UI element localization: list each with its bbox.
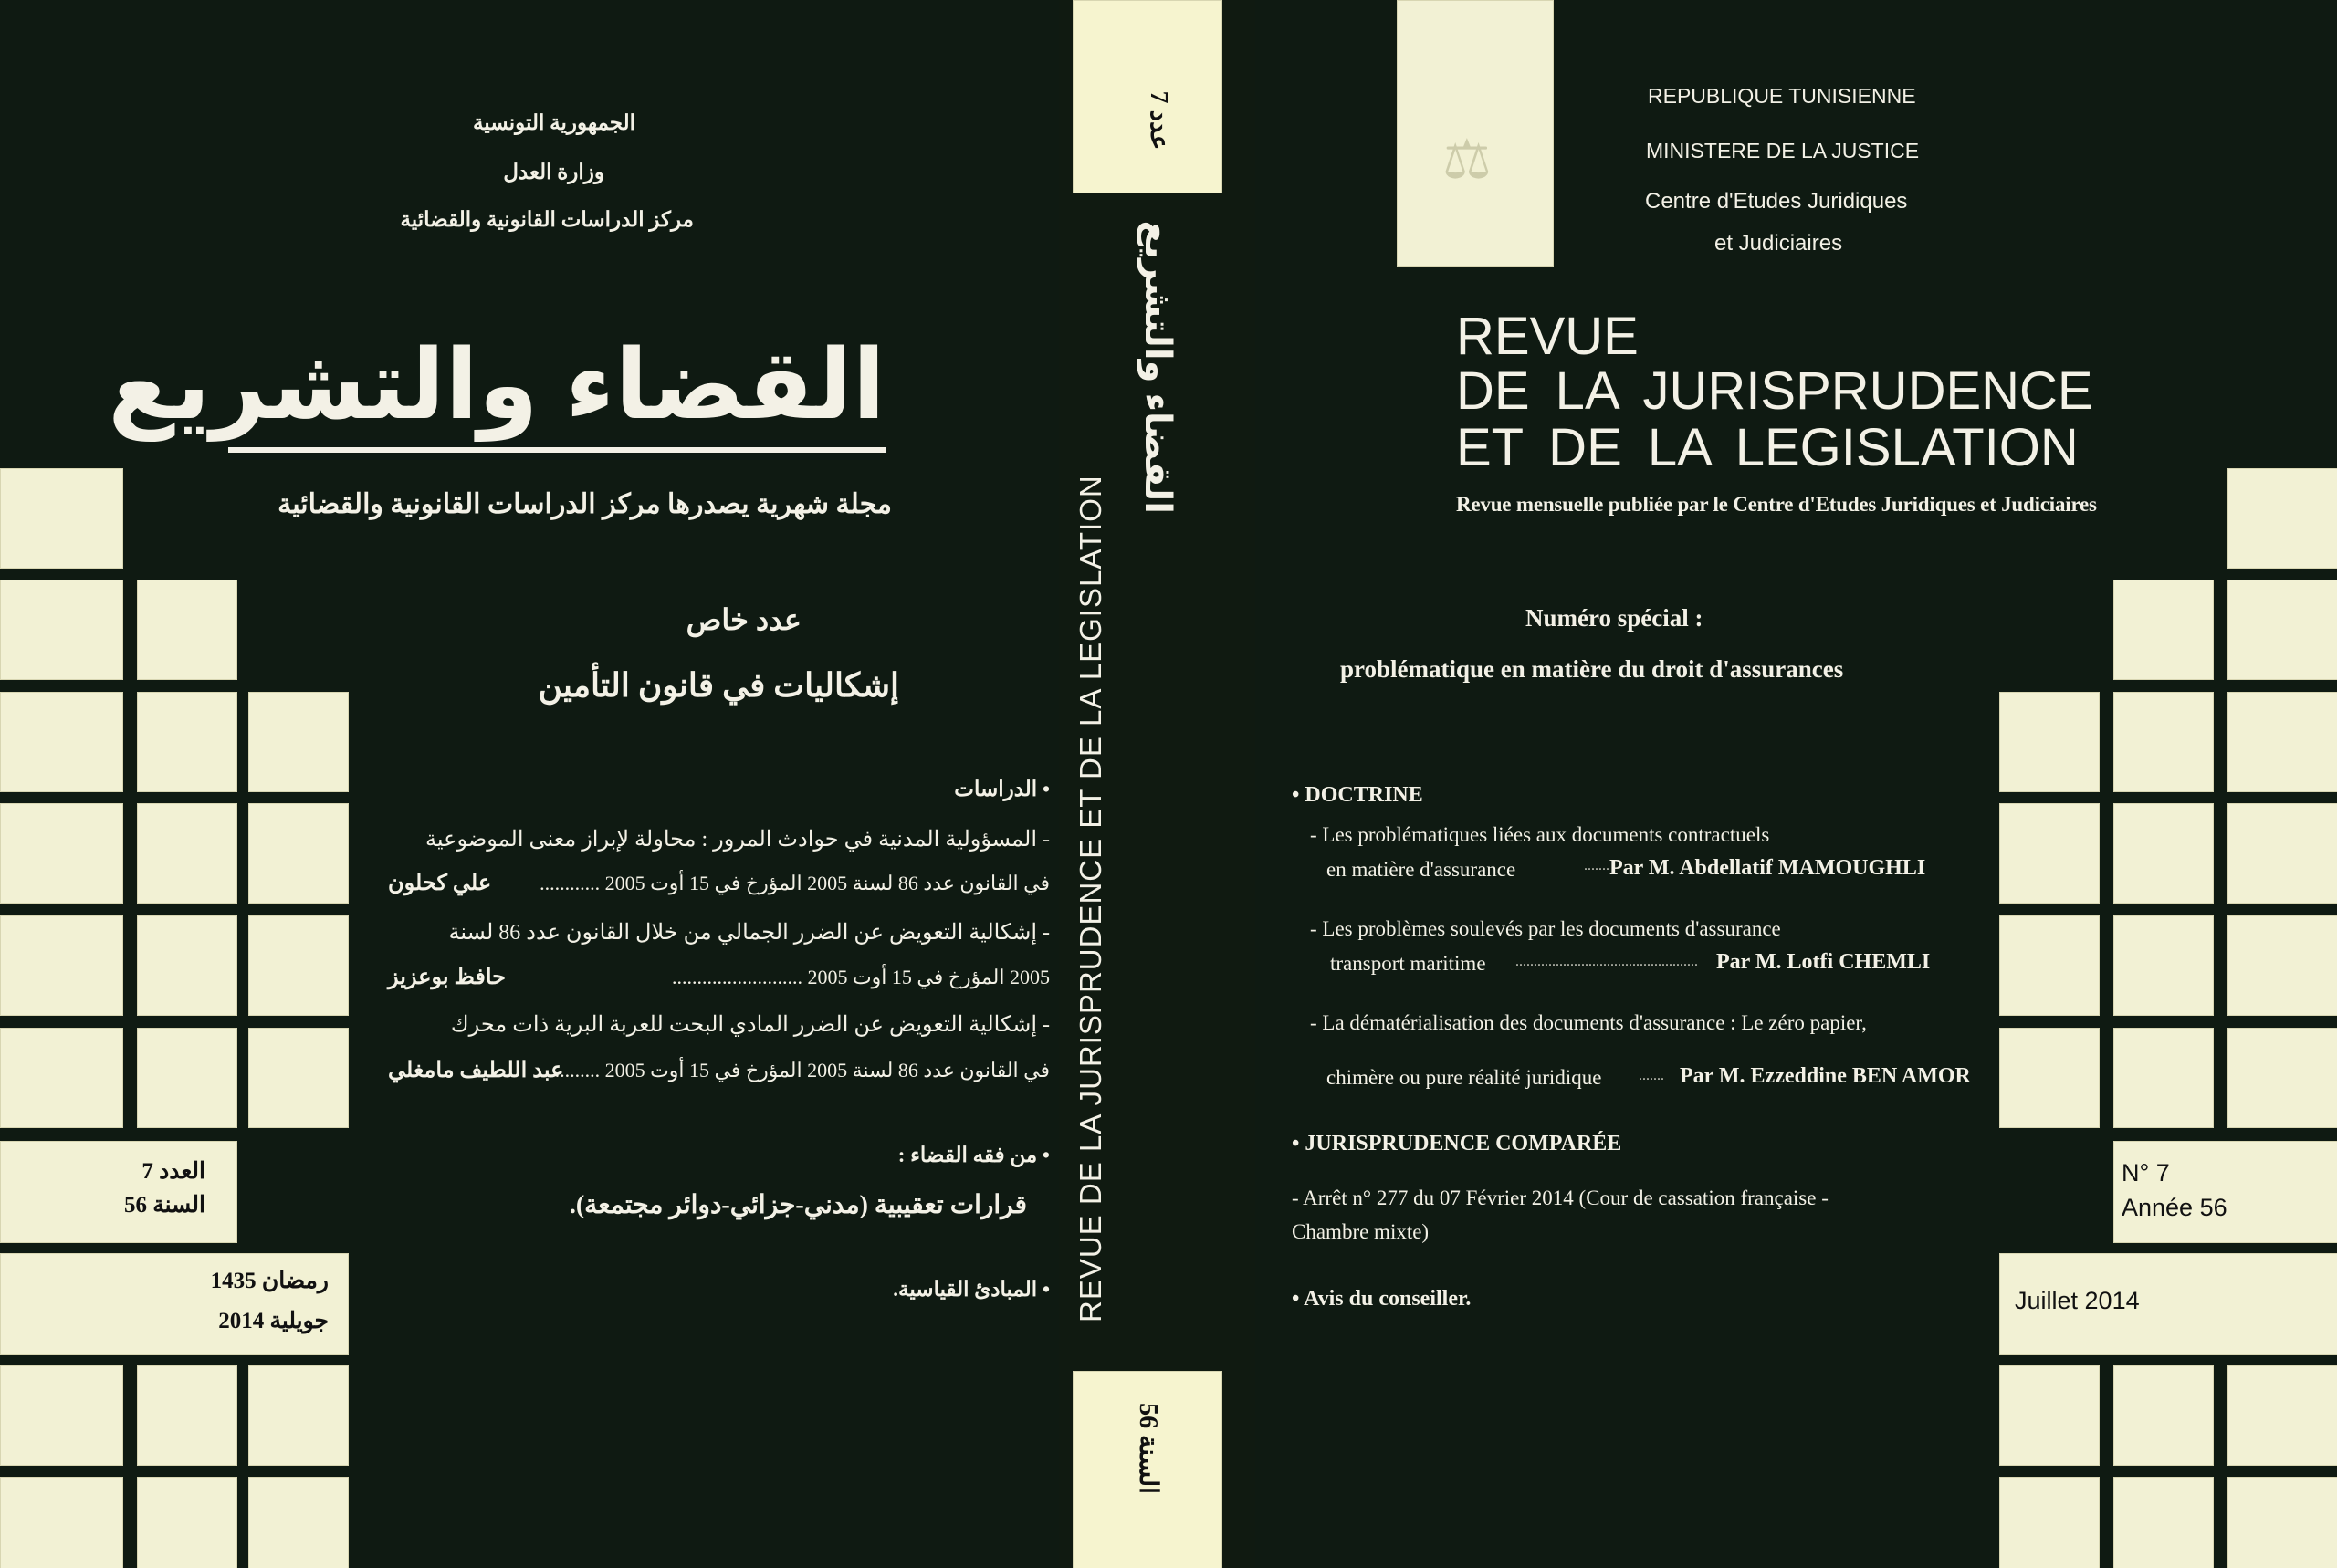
decor-block — [0, 692, 123, 792]
scales-watermark-icon: ⚖ — [1442, 130, 1492, 190]
republic-label-ar: الجمهورية التونسية — [472, 111, 635, 134]
decor-block — [1999, 1365, 2100, 1466]
front-cover — [1255, 0, 2337, 1568]
avis-conseiller: • Avis du conseiller. — [1292, 1287, 1472, 1311]
back-cover — [0, 0, 1059, 1568]
issue-number-fr: N° 7 — [2122, 1159, 2170, 1186]
spine-year-number: السنة 56 — [1134, 1403, 1162, 1494]
study-1-line2: في القانون عدد 86 لسنة 2005 المؤرخ في 15 أوت 2005 ............ — [540, 872, 1050, 894]
decor-block — [0, 1028, 123, 1128]
decor-block — [2227, 1028, 2337, 1128]
journal-title-fr-line1: REVUE — [1456, 307, 1639, 366]
center-label-fr-line2: et Judiciaires — [1714, 231, 1843, 256]
decor-block — [137, 1477, 237, 1568]
decor-block — [248, 1477, 349, 1568]
jurisprudence-heading-fr: • JURISPRUDENCE COMPARÉE — [1292, 1132, 1622, 1155]
issue-number-ar: العدد 7 — [141, 1159, 205, 1184]
ministry-label-fr: MINISTERE DE LA JUSTICE — [1646, 139, 1920, 162]
study-1-line1: - المسؤولية المدنية في حوادث المرور : محاولة لإبراز معنى الموضوعية — [425, 828, 1050, 852]
doctrine-1-line1: - Les problématiques liées aux documents contractuels — [1310, 823, 1770, 846]
decor-block — [1999, 803, 2100, 904]
jurisprudence-heading-ar: • من فقه القضاء : — [897, 1144, 1050, 1166]
journal-title-ar: القضاء والتشريع — [108, 331, 886, 439]
decor-block — [2113, 803, 2214, 904]
title-underline — [228, 447, 886, 453]
decor-block — [248, 915, 349, 1016]
jurisprudence-line2: Chambre mixte) — [1292, 1220, 1430, 1243]
decor-block — [2227, 1365, 2337, 1466]
decor-block — [1999, 692, 2100, 792]
spine-issue-number: عدد 7 — [1145, 90, 1173, 151]
study-3-author: عبد اللطيف مامغلي — [388, 1059, 564, 1082]
decor-block — [2227, 692, 2337, 792]
decor-block — [248, 692, 349, 792]
doctrine-heading: • DOCTRINE — [1292, 783, 1423, 807]
decor-block — [248, 803, 349, 904]
issue-info-block-fr — [2113, 1141, 2337, 1243]
doctrine-2-author: Par M. Lotfi CHEMLI — [1716, 950, 1931, 974]
doctrine-1-line2: en matière d'assurance — [1326, 858, 1516, 881]
special-issue-fr: Numéro spécial : — [1525, 604, 1703, 632]
decor-block — [2227, 580, 2337, 680]
study-2-line2: 2005 المؤرخ في 15 أوت 2005 .......................... — [671, 966, 1050, 988]
gregorian-date-ar: جويلية 2014 — [218, 1309, 329, 1333]
study-3-line1: - إشكالية التعويض عن الضرر المادي البحت للعربة البرية ذات محرك — [450, 1013, 1050, 1037]
journal-title-fr-line2: DE LA JURISPRUDENCE — [1456, 361, 2093, 421]
decor-block — [248, 1028, 349, 1128]
center-label-fr-line1: Centre d'Etudes Juridiques — [1645, 189, 1908, 214]
decor-block — [2113, 915, 2214, 1016]
journal-title-fr-line3: ET DE LA LEGISLATION — [1456, 418, 2079, 477]
study-3-line2: في القانون عدد 86 لسنة 2005 المؤرخ في 15 أوت 2005 .......... — [550, 1059, 1050, 1082]
study-1-author: علي كحلون — [388, 872, 492, 895]
decor-block — [2113, 580, 2214, 680]
decor-block — [137, 1365, 237, 1466]
decor-block — [137, 803, 237, 904]
doctrine-1-author: Par M. Abdellatif MAMOUGHLI — [1609, 856, 1926, 880]
decor-block — [2113, 1365, 2214, 1466]
spine-title-ar: القضاء والتشريع — [1137, 220, 1178, 514]
subtitle-fr: Revue mensuelle publiée par le Centre d'Etudes Juridiques et Judiciaires — [1456, 493, 2097, 516]
decor-block — [2113, 692, 2214, 792]
spine — [1059, 0, 1255, 1568]
jurisprudence-line1: - Arrêt n° 277 du 07 Février 2014 (Cour de cassation française - — [1292, 1186, 1829, 1209]
special-issue-ar: عدد خاص — [686, 603, 802, 636]
decor-block — [137, 1028, 237, 1128]
decor-block — [0, 468, 123, 569]
center-label-ar: مركز الدراسات القانونية والقضائية — [400, 208, 694, 231]
decor-block — [2113, 1477, 2214, 1568]
decor-block — [0, 1477, 123, 1568]
decor-block — [0, 803, 123, 904]
doctrine-2-line2: transport maritime — [1330, 952, 1486, 975]
studies-heading: • الدراسات — [954, 778, 1050, 800]
year-number-ar: السنة 56 — [123, 1193, 205, 1218]
decor-block — [0, 915, 123, 1016]
study-2-line1: - إشكالية التعويض عن الضرر الجمالي من خلال القانون عدد 86 لسنة — [448, 921, 1050, 945]
republic-label-fr: REPUBLIQUE TUNISIENNE — [1648, 84, 1916, 108]
decor-block — [137, 692, 237, 792]
decor-block — [0, 580, 123, 680]
doctrine-3-author: Par M. Ezzeddine BEN AMOR — [1680, 1064, 1971, 1088]
decor-block — [2227, 915, 2337, 1016]
decor-block — [137, 580, 237, 680]
decor-block — [2227, 468, 2337, 569]
special-topic-ar: إشكاليات في قانون التأمين — [538, 667, 899, 704]
decor-block — [2113, 1028, 2214, 1128]
principles-heading-ar: • المبادئ القياسية. — [893, 1278, 1050, 1301]
study-2-author: حافظ بوعزيز — [388, 966, 506, 989]
date-fr: Juillet 2014 — [2015, 1287, 2140, 1314]
decor-block — [1999, 1028, 2100, 1128]
decor-block — [1999, 915, 2100, 1016]
decor-block — [0, 1365, 123, 1466]
jurisprudence-item-ar: قرارات تعقيبية (مدني-جزائي-دوائر مجتمعة). — [569, 1191, 1027, 1219]
ministry-label-ar: وزارة العدل — [503, 161, 604, 183]
doctrine-3-line2: chimère ou pure réalité juridique — [1326, 1066, 1602, 1089]
decor-block — [2227, 803, 2337, 904]
doctrine-2-line1: - Les problèmes soulevés par les documents d'assurance — [1310, 917, 1781, 940]
doctrine-3-leader: ....... — [1639, 1068, 1664, 1083]
decor-block — [1999, 1477, 2100, 1568]
subtitle-ar: مجلة شهرية يصدرها مركز الدراسات القانونية والقضائية — [278, 489, 892, 519]
hijri-date: رمضان 1435 — [210, 1269, 329, 1293]
doctrine-2-leader: .................................................. — [1515, 954, 1698, 969]
doctrine-1-leader: ....... — [1584, 858, 1609, 873]
doctrine-3-line1: - La dématérialisation des documents d'assurance : Le zéro papier, — [1310, 1011, 1867, 1034]
decor-block — [248, 1365, 349, 1466]
decor-block — [137, 915, 237, 1016]
spine-title-fr: REVUE DE LA JURISPRUDENCE ET DE LA LEGISLATION — [1074, 475, 1107, 1322]
special-topic-fr: problématique en matière du droit d'assurances — [1340, 655, 1844, 683]
year-number-fr: Année 56 — [2122, 1194, 2227, 1221]
decor-block — [2227, 1477, 2337, 1568]
